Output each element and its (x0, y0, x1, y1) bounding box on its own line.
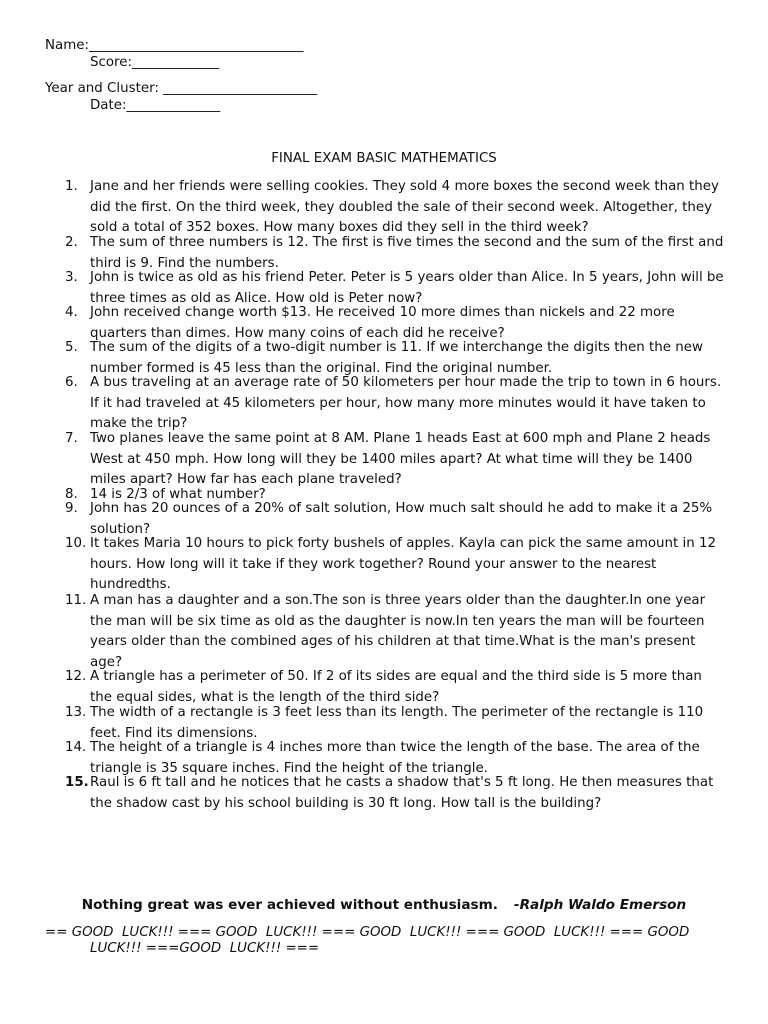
question-number: 4. (65, 305, 78, 320)
question-number: 8. (65, 487, 78, 502)
question-number: 12. (65, 669, 87, 684)
question-number: 1. (65, 179, 78, 194)
question-text: Raul is 6 ft tall and he notices that he casts a shadow that's 5 ft long. He then measures that the shadow cast by his school building is 30 ft long. How tall is the building? (90, 775, 714, 811)
question-number: 15. (65, 775, 89, 790)
date-field: Date:______________ (90, 98, 221, 113)
question-number: 3. (65, 270, 78, 285)
question-text: A triangle has a perimeter of 50. If 2 of its sides are equal and the third side is 5 more than the equal sides, what is the length of the third side? (90, 669, 702, 705)
question-number: 2. (65, 235, 78, 250)
question-text: The width of a rectangle is 3 feet less than its length. The perimeter of the rectangle is 110 feet. Find its dimensions. (90, 705, 704, 741)
quote-text: Nothing great was ever achieved without enthusiasm. (81, 897, 498, 913)
question-text: It takes Maria 10 hours to pick forty bushels of apples. Kayla can pick the same amount in 12 hours. How long will it take if they work together? Round your answer to the nearest hundredths. (90, 536, 717, 593)
name-field: Name:________________________________ (45, 38, 304, 53)
question-item (65, 534, 725, 596)
question-number: 13. (65, 705, 87, 720)
good-luck-banner (45, 925, 725, 957)
question-text: 14 is 2/3 of what number? (90, 487, 266, 502)
good-luck-line: LUCK!!! ===GOOD LUCK!!! === (90, 941, 320, 956)
question-text: John is twice as old as his friend Peter. Peter is 5 years older than Alice. In 5 years, John will be three times as old as Alice. How old is Peter now? (90, 270, 724, 306)
question-item (65, 591, 725, 674)
question-text: The sum of three numbers is 12. The first is five times the second and the sum of the first and third is 9. Find the numbers. (90, 235, 724, 271)
score-field: Score:_____________ (90, 55, 220, 70)
question-number: 9. (65, 501, 78, 516)
question-text: A bus traveling at an average rate of 50 kilometers per hour made the trip to town in 6 hours. If it had traveled at 45 kilometers per hour, how many more minutes would it have taken to make the trip? (90, 375, 722, 432)
question-number: 6. (65, 375, 78, 390)
question-text: The sum of the digits of a two-digit number is 11. If we interchange the digits then the new number formed is 45 less than the original. Find the original number. (90, 340, 703, 376)
question-text: The height of a triangle is 4 inches more than twice the length of the base. The area of the triangle is 35 square inches. Find the height of the triangle. (90, 740, 700, 776)
question-text: Two planes leave the same point at 8 AM. Plane 1 heads East at 600 mph and Plane 2 heads West at 450 mph. How long will they be 1400 miles apart? At what time will they be 1400 miles apart? How far has each plane traveled? (90, 431, 711, 488)
quote-author: -Ralph Waldo Emerson (513, 897, 687, 913)
question-item (65, 177, 725, 239)
quote (0, 897, 768, 913)
question-number: 11. (65, 593, 87, 608)
question-text: Jane and her friends were selling cookies. They sold 4 more boxes the second week than they did the first. On the third week, they doubled the sale of their second week. Altogether, they sold a total of 352 boxes. How many boxes did they sell in the third week? (90, 179, 719, 236)
question-text: John has 20 ounces of a 20% of salt solution, How much salt should he add to make it a 25% solution? (90, 501, 713, 537)
question-item (65, 373, 725, 435)
year-cluster-field: Year and Cluster: _______________________ (45, 81, 318, 96)
page-title: FINAL EXAM BASIC MATHEMATICS (271, 151, 497, 166)
question-text: A man has a daughter and a son.The son is three years older than the daughter.In one year the man will be six time as old as the daughter is now.In ten years the man will be fourteen years older than the combined ages of his children at that time.What is the man's present age? (90, 593, 706, 671)
question-text: John received change worth $13. He received 10 more dimes than nickels and 22 more quarters than dimes. How many coins of each did he receive? (90, 305, 675, 341)
question-number: 5. (65, 340, 78, 355)
question-number: 14. (65, 740, 87, 755)
question-number: 7. (65, 431, 78, 446)
question-item (65, 773, 725, 814)
good-luck-line: == GOOD LUCK!!! === GOOD LUCK!!! === GOOD LUCK!!! === GOOD LUCK!!! === GOOD (45, 925, 690, 940)
question-number: 10. (65, 536, 87, 551)
question-item (65, 429, 725, 491)
